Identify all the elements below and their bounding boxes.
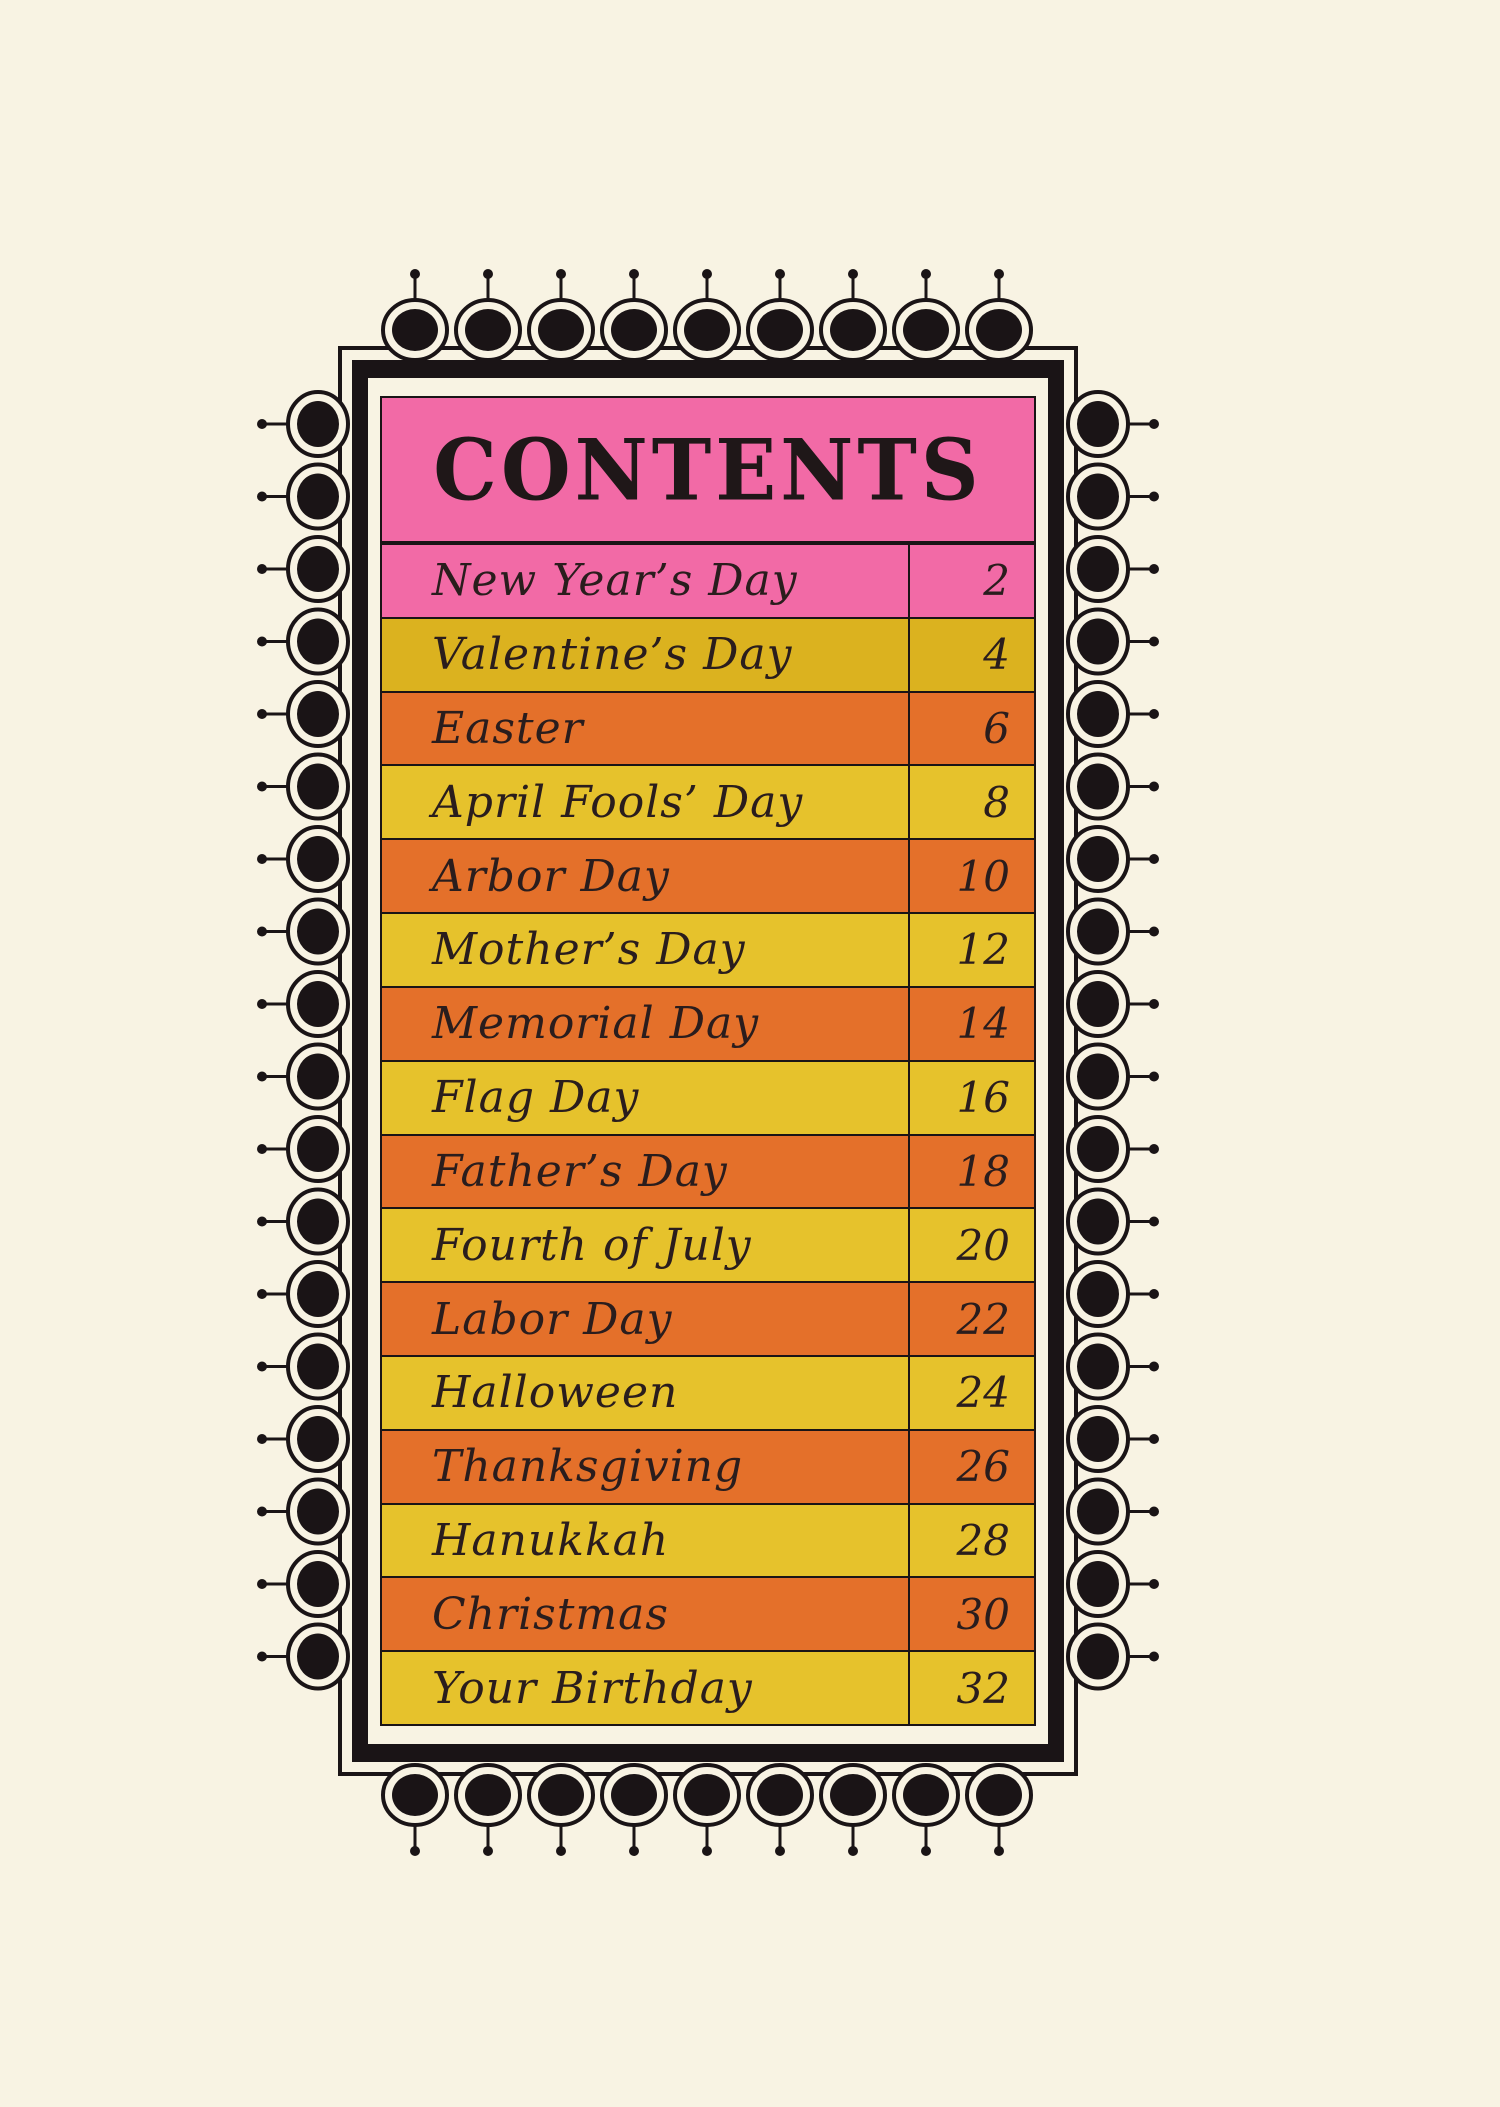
- contents-row: [382, 543, 1034, 617]
- scallop-ornament: [894, 269, 958, 360]
- scallop-ornament: [821, 1765, 885, 1856]
- scallop-ornament: [257, 1262, 348, 1326]
- scallop-ornament: [1068, 1407, 1159, 1471]
- entry-title: Father’s Day: [382, 1136, 910, 1208]
- scallop-ornament: [1068, 392, 1159, 456]
- scallop-ornament: [1068, 755, 1159, 819]
- scallop-ornament: [1068, 682, 1159, 746]
- scallop-ornament: [1068, 610, 1159, 674]
- contents-row: [382, 986, 1034, 1060]
- scallop-ornament: [257, 1407, 348, 1471]
- contents-row: [382, 1355, 1034, 1429]
- scallop-ornament: [257, 1335, 348, 1399]
- scallop-ornament: [1068, 900, 1159, 964]
- contents-row: [382, 838, 1034, 912]
- scallop-ornament: [748, 1765, 812, 1856]
- entry-page-number: 14: [956, 999, 1010, 1049]
- contents-row: [382, 617, 1034, 691]
- scallop-ornament: [257, 1117, 348, 1181]
- contents-row: [382, 1503, 1034, 1577]
- scallop-ornament: [1068, 972, 1159, 1036]
- entry-page-number: 30: [956, 1589, 1010, 1639]
- scallop-ornament: [257, 1625, 348, 1689]
- contents-row: [382, 1060, 1034, 1134]
- contents-row: [382, 1281, 1034, 1355]
- scallop-ornament: [675, 269, 739, 360]
- scallop-ornament: [456, 269, 520, 360]
- entry-title: Christmas: [382, 1578, 910, 1650]
- scallop-ornament: [1068, 827, 1159, 891]
- scallop-ornament: [675, 1765, 739, 1856]
- entry-page-number: 16: [956, 1073, 1010, 1123]
- contents-table: [380, 396, 1036, 1726]
- entry-page-number: 26: [956, 1442, 1010, 1492]
- scallop-ornament: [967, 269, 1031, 360]
- scallop-ornament: [1068, 1335, 1159, 1399]
- scallop-ornament: [1068, 1262, 1159, 1326]
- scallop-ornament: [257, 755, 348, 819]
- contents-row: [382, 764, 1034, 838]
- entry-page-number: 18: [956, 1146, 1010, 1196]
- scallop-ornament: [257, 1552, 348, 1616]
- scallop-ornament: [257, 1045, 348, 1109]
- contents-row: [382, 691, 1034, 765]
- scallop-ornament: [1068, 1045, 1159, 1109]
- scallop-ornament: [257, 827, 348, 891]
- contents-row: [382, 1650, 1034, 1724]
- entry-page-number: 28: [956, 1515, 1010, 1565]
- scallop-ornament: [1068, 1552, 1159, 1616]
- scallop-ornament: [748, 269, 812, 360]
- contents-title-bar: [382, 398, 1034, 543]
- entry-title: Flag Day: [382, 1062, 910, 1134]
- entry-page-number: 10: [956, 851, 1010, 901]
- scallop-ornament: [529, 1765, 593, 1856]
- entry-title: Fourth of July: [382, 1209, 910, 1281]
- scallop-ornament: [1068, 1117, 1159, 1181]
- contents-row: [382, 1134, 1034, 1208]
- scallop-ornament: [257, 537, 348, 601]
- entry-page-number: 12: [956, 925, 1010, 975]
- contents-row: [382, 1429, 1034, 1503]
- scallop-ornament: [1068, 465, 1159, 529]
- scallop-ornament: [602, 1765, 666, 1856]
- scallop-ornament: [967, 1765, 1031, 1856]
- scallop-ornament: [257, 972, 348, 1036]
- entry-title: Labor Day: [382, 1283, 910, 1355]
- scallop-ornament: [1068, 1190, 1159, 1254]
- scallop-ornament: [257, 1190, 348, 1254]
- entry-title: Your Birthday: [382, 1652, 910, 1724]
- entry-title: Memorial Day: [382, 988, 910, 1060]
- scallop-ornament: [529, 269, 593, 360]
- entry-page-number: 6: [983, 704, 1010, 754]
- entry-page-number: 4: [983, 630, 1010, 680]
- scallop-ornament: [1068, 1625, 1159, 1689]
- entry-title: Hanukkah: [382, 1505, 910, 1577]
- scallop-ornament: [456, 1765, 520, 1856]
- scallop-ornament: [257, 900, 348, 964]
- scallop-ornament: [257, 1480, 348, 1544]
- entry-page-number: 22: [956, 1294, 1010, 1344]
- scallop-ornament: [383, 1765, 447, 1856]
- entry-page-number: 2: [983, 556, 1010, 606]
- contents-row: [382, 1207, 1034, 1281]
- scallop-ornament: [383, 269, 447, 360]
- entry-title: Halloween: [382, 1357, 910, 1429]
- scallop-ornament: [257, 392, 348, 456]
- entry-page-number: 8: [983, 777, 1010, 827]
- entry-title: Thanksgiving: [382, 1431, 910, 1503]
- scallop-ornament: [1068, 1480, 1159, 1544]
- scallop-ornament: [894, 1765, 958, 1856]
- scallop-ornament: [602, 269, 666, 360]
- entry-title: New Year’s Day: [382, 545, 910, 617]
- scallop-ornament: [1068, 537, 1159, 601]
- contents-title: CONTENTS: [433, 420, 983, 519]
- entry-page-number: 24: [956, 1368, 1010, 1418]
- scallop-ornament: [257, 465, 348, 529]
- contents-rows: [382, 543, 1034, 1724]
- scallop-ornament: [821, 269, 885, 360]
- entry-page-number: 20: [956, 1220, 1010, 1270]
- contents-row: [382, 912, 1034, 986]
- scallop-ornament: [257, 610, 348, 674]
- entry-title: April Fools’ Day: [382, 766, 910, 838]
- entry-title: Mother’s Day: [382, 914, 910, 986]
- entry-title: Easter: [382, 693, 910, 765]
- contents-row: [382, 1576, 1034, 1650]
- scallop-ornament: [257, 682, 348, 746]
- entry-title: Arbor Day: [382, 840, 910, 912]
- entry-page-number: 32: [956, 1663, 1010, 1713]
- entry-title: Valentine’s Day: [382, 619, 910, 691]
